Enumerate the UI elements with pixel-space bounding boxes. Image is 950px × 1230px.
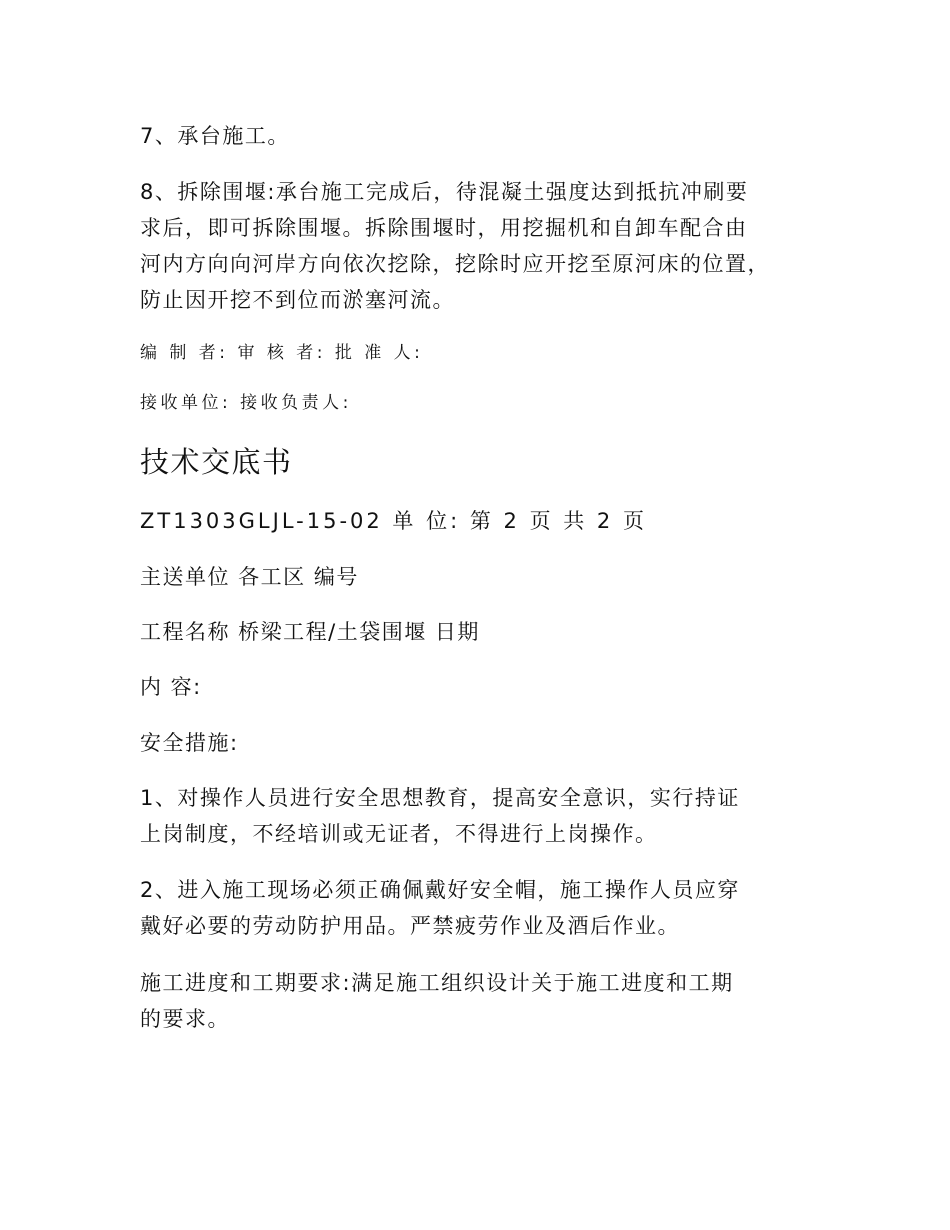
content-label: 内 容: (140, 675, 202, 699)
receivers-line: 接收单位: 接收负责人: (140, 393, 352, 413)
safety-heading: 安全措施: (140, 731, 239, 755)
safety-item-2 (140, 872, 830, 944)
safety-item-1-line-1: 1、对操作人员进行安全思想教育，提高安全意识，实行持证 (140, 786, 740, 810)
step-8-paragraph (140, 174, 830, 318)
schedule-line-1: 施工进度和工期要求:满足施工组织设计关于施工进度和工期 (140, 971, 734, 995)
signers-line: 编 制 者: 审 核 者: 批 准 人: (140, 343, 424, 363)
schedule-line-2: 的要求。 (140, 1007, 230, 1031)
project-name-line: 工程名称 桥梁工程/土袋围堰 日期 (140, 620, 480, 644)
step-8-line-3: 河内方向向河岸方向依次挖除，挖除时应开挖至原河床的位置， (140, 252, 770, 276)
safety-item-1 (140, 780, 830, 852)
document-number-line: ZT1303GLJL-15-02 单 位: 第 2 页 共 2 页 (140, 509, 647, 533)
safety-item-1-line-2: 上岗制度，不经培训或无证者，不得进行上岗操作。 (140, 822, 658, 846)
send-unit-line: 主送单位 各工区 编号 (140, 565, 359, 589)
schedule-paragraph (140, 965, 830, 1037)
safety-item-2-line-1: 2、进入施工现场必须正确佩戴好安全帽，施工操作人员应穿 (140, 878, 740, 902)
step-7-text: 7、承台施工。 (140, 124, 290, 148)
document-title: 技术交底书 (140, 445, 293, 479)
step-8-line-4: 防止因开挖不到位而淤塞河流。 (140, 288, 455, 312)
step-8-line-2: 求后，即可拆除围堰。拆除围堰时，用挖掘机和自卸车配合由 (140, 216, 748, 240)
step-8-line-1: 8、拆除围堰:承台施工完成后，待混凝土强度达到抵抗冲刷要 (140, 180, 749, 204)
safety-item-2-line-2: 戴好必要的劳动防护用品。严禁疲劳作业及酒后作业。 (140, 914, 680, 938)
